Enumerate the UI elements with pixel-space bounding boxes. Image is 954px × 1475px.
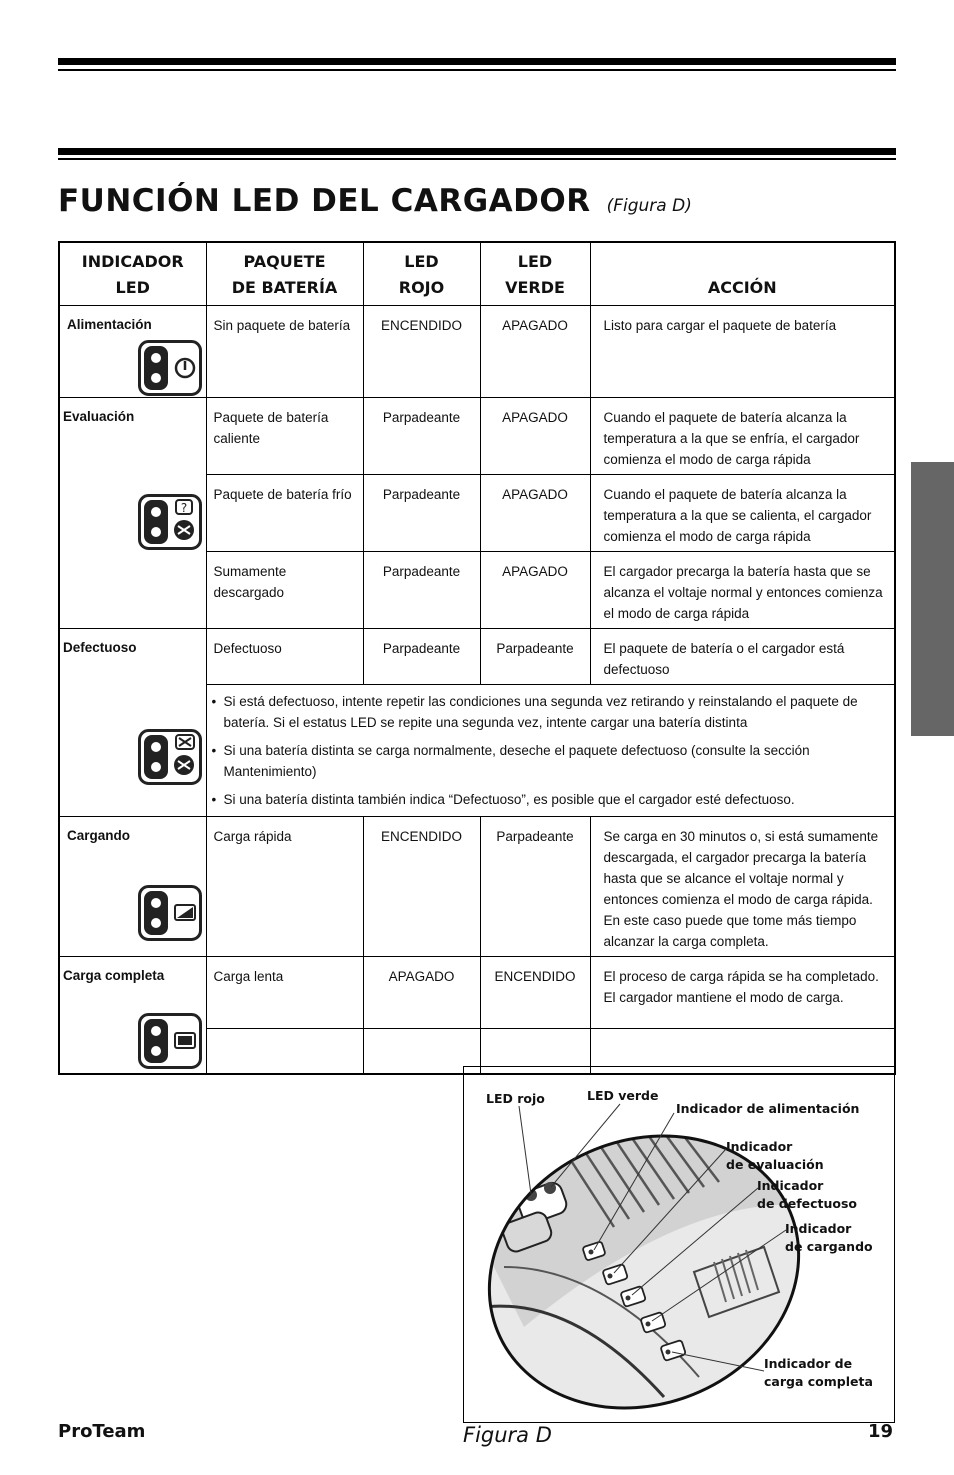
- list-item: • Si está defectuoso, intente repetir las condiciones una segunda vez retirando y reinstalando el paquete de batería. Si el estatus LED se repite una segunda vez, intente cargar una batería distinta: [215, 691, 891, 733]
- top-rule-thin: [58, 69, 896, 71]
- indicator-cell-cargando: [59, 817, 206, 957]
- label-alimentacion: Indicador de alimentación: [676, 1101, 860, 1116]
- label-line: carga completa: [764, 1374, 873, 1389]
- charging-led-icon: [138, 885, 202, 941]
- section-tab: [911, 462, 954, 736]
- footer-brand: ProTeam: [58, 1421, 146, 1442]
- table-row: [59, 957, 895, 1029]
- indicator-label: Cargando: [67, 828, 131, 843]
- indicator-label: Carga completa: [63, 968, 165, 983]
- cell-paquete: Sin paquete de batería: [206, 306, 363, 398]
- figure-d: [463, 1066, 895, 1423]
- indicator-label: Evaluación: [63, 409, 135, 424]
- label-led-verde: LED verde: [587, 1088, 659, 1103]
- cell-accion: Listo para cargar el paquete de batería: [590, 306, 895, 398]
- table-header-row: [59, 242, 895, 306]
- cell-verde: Parpadeante: [480, 629, 590, 685]
- label-line: Indicador: [726, 1139, 793, 1154]
- cell-verde: Parpadeante: [480, 817, 590, 957]
- indicator-cell-completa: [59, 957, 206, 1074]
- header-line: ROJO: [398, 278, 445, 297]
- indicator-cell-defectuoso: [59, 629, 206, 817]
- header-line: LED: [404, 252, 439, 271]
- cell-verde: APAGADO: [480, 475, 590, 552]
- cell-accion: El proceso de carga rápida se ha completado. El cargador mantiene el modo de carga.: [590, 957, 895, 1029]
- header-rojo: [363, 242, 480, 306]
- cell-rojo: Parpadeante: [363, 552, 480, 629]
- svg-text:?: ?: [180, 501, 187, 515]
- cell-verde: APAGADO: [480, 398, 590, 475]
- indicator-cell-alimentacion: [59, 306, 206, 398]
- indicator-label: Alimentación: [67, 317, 152, 332]
- empty-cell: [206, 1029, 363, 1074]
- table-row: [59, 817, 895, 957]
- header-verde: [480, 242, 590, 306]
- cell-rojo: APAGADO: [363, 957, 480, 1029]
- indicator-label: Defectuoso: [63, 640, 137, 655]
- header-accion: [590, 242, 895, 306]
- header-line: INDICADOR: [81, 252, 184, 271]
- cell-paquete: Carga rápida: [206, 817, 363, 957]
- cell-paquete: Paquete de batería frío: [206, 475, 363, 552]
- label-line: de cargando: [785, 1239, 873, 1254]
- table-row: [59, 629, 895, 685]
- header-line: ACCIÓN: [707, 278, 777, 297]
- page-title-text: FUNCIÓN LED DEL CARGADOR: [58, 183, 591, 219]
- header-paquete: [206, 242, 363, 306]
- list-item: • Si una batería distinta también indica “Defectuoso”, es posible que el cargador esté defectuoso.: [215, 789, 891, 810]
- header-rule-thin: [58, 158, 896, 160]
- evaluation-led-icon: [138, 494, 202, 550]
- label-led-rojo: LED rojo: [486, 1091, 545, 1106]
- page-number: 19: [868, 1421, 894, 1442]
- cell-paquete: Paquete de batería caliente: [206, 398, 363, 475]
- label-line: Indicador de: [764, 1356, 853, 1371]
- cell-rojo: Parpadeante: [363, 398, 480, 475]
- figure-ref: (Figura D): [606, 196, 692, 216]
- power-led-icon: [138, 340, 202, 396]
- figure-caption: Figura D: [463, 1423, 552, 1447]
- label-evaluacion: [726, 1138, 824, 1174]
- cell-rojo: ENCENDIDO: [363, 817, 480, 957]
- header-line: LED: [115, 278, 150, 297]
- cell-verde: APAGADO: [480, 552, 590, 629]
- charged-led-icon: [138, 1013, 202, 1069]
- cell-verde: ENCENDIDO: [480, 957, 590, 1029]
- cell-verde: APAGADO: [480, 306, 590, 398]
- header-line: PAQUETE: [243, 252, 326, 271]
- label-line: Indicador: [785, 1221, 852, 1236]
- cell-paquete: Carga lenta: [206, 957, 363, 1029]
- header-line: LED: [517, 252, 553, 271]
- cell-rojo: Parpadeante: [363, 475, 480, 552]
- header-line: DE BATERÍA: [231, 278, 338, 297]
- label-defectuoso: [757, 1177, 857, 1213]
- defect-notes-cell: [206, 685, 895, 817]
- table-row: [59, 398, 895, 475]
- cell-paquete: Sumamente descargado: [206, 552, 363, 629]
- header-line: VERDE: [505, 278, 565, 297]
- label-line: de defectuoso: [757, 1196, 858, 1211]
- header-rule-thick: [58, 148, 896, 155]
- list-item: • Si una batería distinta se carga normalmente, deseche el paquete defectuoso (consulte la sección Mantenimiento): [215, 740, 891, 782]
- table-row: [59, 306, 895, 398]
- defect-notes-list: [215, 685, 895, 816]
- fault-led-icon: [138, 729, 202, 785]
- cell-rojo: Parpadeante: [363, 629, 480, 685]
- cell-paquete: Defectuoso: [206, 629, 363, 685]
- cell-accion: Se carga en 30 minutos o, si está sumamente descargada, el cargador precarga la batería hasta que se alcance el voltaje normal y entonces comienza el modo de carga rápida. En este caso puede que tome más tiempo alcanzar la carga completa.: [590, 817, 895, 957]
- cell-accion: El paquete de batería o el cargador está defectuoso: [590, 629, 895, 685]
- led-function-table: [58, 241, 896, 1075]
- top-rule-thick: [58, 58, 896, 65]
- label-line: Indicador: [757, 1178, 824, 1193]
- page-title: [58, 183, 692, 219]
- header-indicador: [59, 242, 206, 306]
- cell-accion: El cargador precarga la batería hasta que se alcanza el voltaje normal y entonces comienza el modo de carga rápida: [590, 552, 895, 629]
- label-line: de evaluación: [726, 1157, 824, 1172]
- indicator-cell-evaluacion: [59, 398, 206, 629]
- cell-rojo: ENCENDIDO: [363, 306, 480, 398]
- cell-accion: Cuando el paquete de batería alcanza la temperatura a la que se calienta, el cargador comienza el modo de carga rápida: [590, 475, 895, 552]
- cell-accion: Cuando el paquete de batería alcanza la temperatura a la que se enfría, el cargador comienza el modo de carga rápida: [590, 398, 895, 475]
- label-completa: [764, 1355, 873, 1391]
- label-cargando: [785, 1220, 873, 1256]
